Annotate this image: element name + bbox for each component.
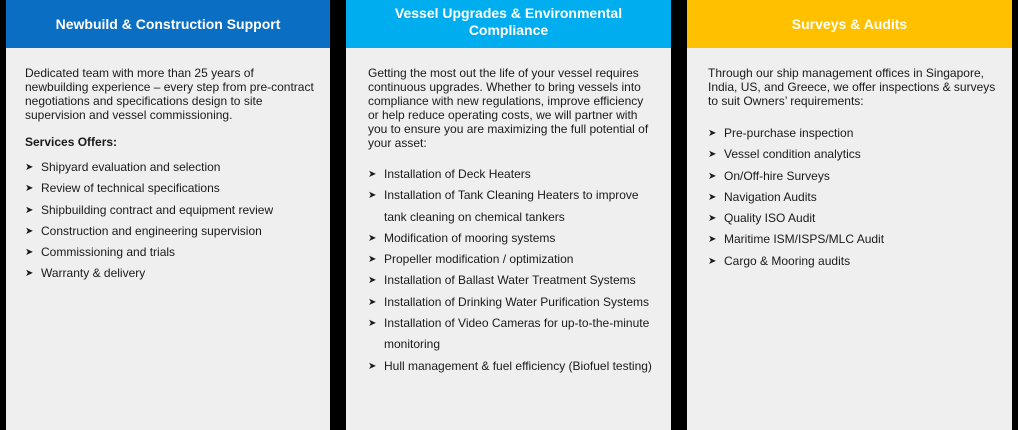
list-item-text: Installation of Video Cameras for up-to-the-minute monitoring [384, 316, 650, 352]
arrow-bullet-icon: ➤ [708, 128, 717, 139]
list-item-text: Modification of mooring systems [384, 230, 556, 245]
list-item-text: Installation of Deck Heaters [384, 167, 531, 181]
service-card-surveys-audits [687, 0, 1012, 430]
list-item [708, 208, 1000, 229]
list-item [368, 164, 657, 185]
arrow-bullet-icon: ➤ [708, 149, 717, 161]
list-item [708, 187, 1000, 208]
arrow-bullet-icon: ➤ [368, 296, 377, 308]
list-item [368, 270, 657, 291]
card-header: Newbuild & Construction Support [6, 0, 330, 48]
list-item-text: Review of technical specifications [41, 181, 220, 196]
arrow-bullet-icon: ➤ [25, 204, 34, 216]
list-item-text: Maritime ISM/ISPS/MLC Audit [724, 232, 885, 247]
list-item [25, 178, 314, 199]
list-item-text: Propeller modification / optimization [384, 252, 574, 267]
list-item [368, 313, 657, 356]
arrow-bullet-icon: ➤ [368, 169, 377, 180]
arrow-bullet-icon: ➤ [368, 190, 377, 202]
list-item-text: Quality ISO Audit [724, 211, 816, 226]
arrow-bullet-icon: ➤ [368, 360, 377, 372]
list-item [368, 249, 657, 270]
bullet-list [708, 123, 1000, 272]
arrow-bullet-icon: ➤ [25, 162, 34, 173]
list-item-text: Shipyard evaluation and selection [41, 160, 221, 174]
card-body [6, 48, 330, 285]
service-card-vessel-upgrades [346, 0, 671, 430]
list-item-text: Pre-purchase inspection [724, 126, 854, 140]
list-item [368, 185, 657, 228]
list-item [708, 166, 1000, 187]
list-item-text: Vessel condition analytics [724, 147, 861, 162]
list-item [708, 229, 1000, 250]
arrow-bullet-icon: ➤ [368, 318, 377, 330]
bullet-list [368, 164, 657, 377]
arrow-bullet-icon: ➤ [708, 255, 717, 267]
card-header: Surveys & Audits [687, 0, 1012, 48]
list-item [708, 123, 1000, 144]
card-body [346, 48, 671, 377]
arrow-bullet-icon: ➤ [368, 232, 377, 244]
list-item [25, 200, 314, 221]
list-item [25, 242, 314, 263]
arrow-bullet-icon: ➤ [368, 275, 377, 287]
arrow-bullet-icon: ➤ [708, 170, 717, 182]
arrow-bullet-icon: ➤ [25, 183, 34, 195]
list-item-text: Installation of Drinking Water Purification Systems [384, 294, 649, 309]
card-header: Vessel Upgrades & Environmental Compliance [346, 0, 671, 48]
list-item [368, 356, 657, 377]
card-subheading: Services Offers: [25, 135, 118, 149]
list-item-text: Navigation Audits [724, 189, 817, 204]
bullet-list [25, 157, 314, 285]
list-item-text: Commissioning and trials [41, 245, 176, 260]
service-card-newbuild [6, 0, 330, 430]
list-item-text: Shipbuilding contract and equipment review [41, 202, 274, 217]
arrow-bullet-icon: ➤ [708, 213, 717, 225]
arrow-bullet-icon: ➤ [25, 247, 34, 259]
list-item-text: Construction and engineering supervision [41, 223, 262, 238]
list-item-text: Cargo & Mooring audits [724, 253, 851, 268]
list-item-text: Warranty & delivery [41, 266, 146, 281]
list-item [708, 144, 1000, 165]
arrow-bullet-icon: ➤ [25, 225, 34, 237]
card-intro: Getting the most out the life of your vessel requires continuous upgrades. Whether to bring vessels into compliance with new regulations, improve efficiency or help reduce operating costs, we will partner with you to ensure you are maximizing the full potential of your asset: [368, 66, 649, 150]
list-item [368, 292, 657, 313]
card-intro: Through our ship management offices in Singapore, India, US, and Greece, we offer inspections & surveys to suit Owners’ requirements: [708, 66, 996, 108]
list-item [25, 157, 314, 178]
arrow-bullet-icon: ➤ [708, 191, 717, 203]
arrow-bullet-icon: ➤ [708, 234, 717, 246]
list-item-text: On/Off-hire Surveys [724, 168, 830, 183]
card-intro: Dedicated team with more than 25 years of newbuilding experience – every step from pre-contract negotiations and specifications design to site supervision and vessel commissioning. [25, 66, 314, 122]
list-item [708, 251, 1000, 272]
arrow-bullet-icon: ➤ [25, 268, 34, 280]
list-item [25, 263, 314, 284]
list-item [25, 221, 314, 242]
list-item [368, 228, 657, 249]
card-body [687, 48, 1012, 272]
list-item-text: Installation of Tank Cleaning Heaters to improve tank cleaning on chemical tankers [384, 188, 639, 224]
list-item-text: Installation of Ballast Water Treatment Systems [384, 273, 636, 288]
arrow-bullet-icon: ➤ [368, 254, 377, 266]
list-item-text: Hull management & fuel efficiency (Biofuel testing) [384, 358, 652, 373]
